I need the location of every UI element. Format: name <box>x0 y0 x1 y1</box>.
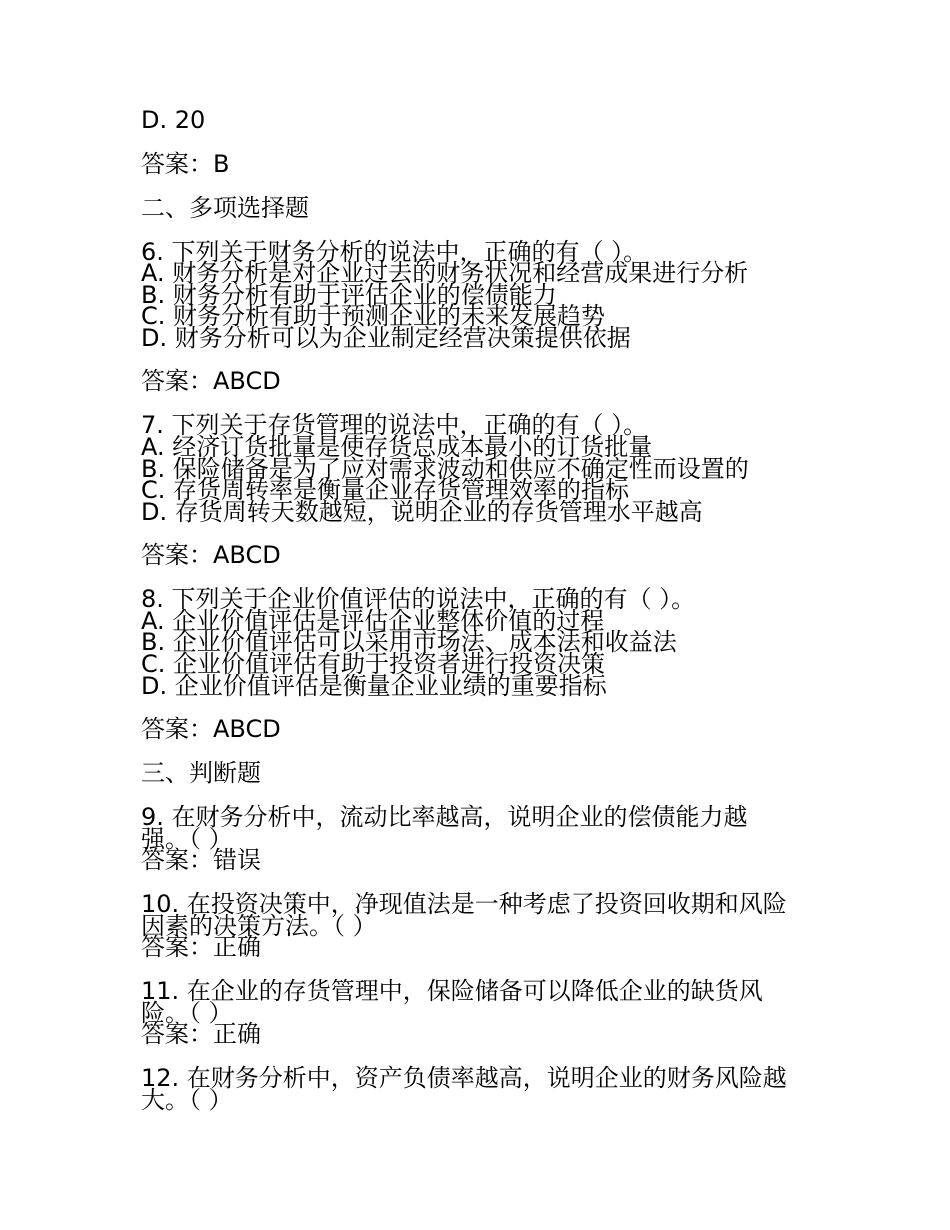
question-7-option-c: C. 存货周转率是衡量企业存货管理效率的指标 <box>141 476 630 504</box>
question-8-option-d: D. 企业价值评估是衡量企业业绩的重要指标 <box>141 672 607 700</box>
question-8-option-a: A. 企业价值评估是评估企业整体价值的过程 <box>141 607 605 635</box>
question-10-line-1: 10. 在投资决策中，净现值法是一种考虑了投资回收期和风险 <box>141 890 787 918</box>
question-9-line-2: 强。（ ） <box>141 825 233 853</box>
section-heading-true-false: 三、判断题 <box>141 759 261 787</box>
question-6: 6. 下列关于财务分析的说法中，正确的有（ ）。 <box>141 238 648 266</box>
question-6-option-a: A. 财务分析是对企业过去的财务状况和经营成果进行分析 <box>141 259 749 287</box>
answer-q7: 答案：ABCD <box>141 541 281 569</box>
question-8-option-c: C. 企业价值评估有助于投资者进行投资决策 <box>141 650 606 678</box>
question-11-line-1: 11. 在企业的存货管理中，保险储备可以降低企业的缺货风 <box>141 977 763 1005</box>
question-6-option-b: B. 财务分析有助于评估企业的偿债能力 <box>141 281 557 309</box>
question-8: 8. 下列关于企业价值评估的说法中，正确的有（ ）。 <box>141 585 696 613</box>
answer-q8: 答案：ABCD <box>141 715 281 743</box>
question-8-option-b: B. 企业价值评估可以采用市场法、成本法和收益法 <box>141 628 677 656</box>
question-12-line-2: 大。（ ） <box>141 1086 233 1114</box>
answer-q6: 答案：ABCD <box>141 367 281 395</box>
question-7-option-b: B. 保险储备是为了应对需求波动和供应不确定性而设置的 <box>141 455 749 483</box>
question-10-line-2: 因素的决策方法。（ ） <box>141 912 377 940</box>
question-9-line-1: 9. 在财务分析中，流动比率越高，说明企业的偿债能力越 <box>141 803 748 831</box>
answer-q11: 答案：正确 <box>141 1020 261 1048</box>
section-heading-multiple-choice: 二、多项选择题 <box>141 194 309 222</box>
question-6-option-c: C. 财务分析有助于预测企业的未来发展趋势 <box>141 302 606 330</box>
answer-q5: 答案：B <box>141 150 230 178</box>
option-d-q5: D. 20 <box>141 106 206 134</box>
answer-q10: 答案：正确 <box>141 933 261 961</box>
question-11-line-2: 险。（ ） <box>141 999 233 1027</box>
answer-q9: 答案：错误 <box>141 846 261 874</box>
question-7-option-d: D. 存货周转天数越短，说明企业的存货管理水平越高 <box>141 498 703 526</box>
question-6-option-d: D. 财务分析可以为企业制定经营决策提供依据 <box>141 324 631 352</box>
question-12-line-1: 12. 在财务分析中，资产负债率越高，说明企业的财务风险越 <box>141 1064 787 1092</box>
question-7: 7. 下列关于存货管理的说法中，正确的有（ ）。 <box>141 411 648 439</box>
question-7-option-a: A. 经济订货批量是使存货总成本最小的订货批量 <box>141 433 653 461</box>
